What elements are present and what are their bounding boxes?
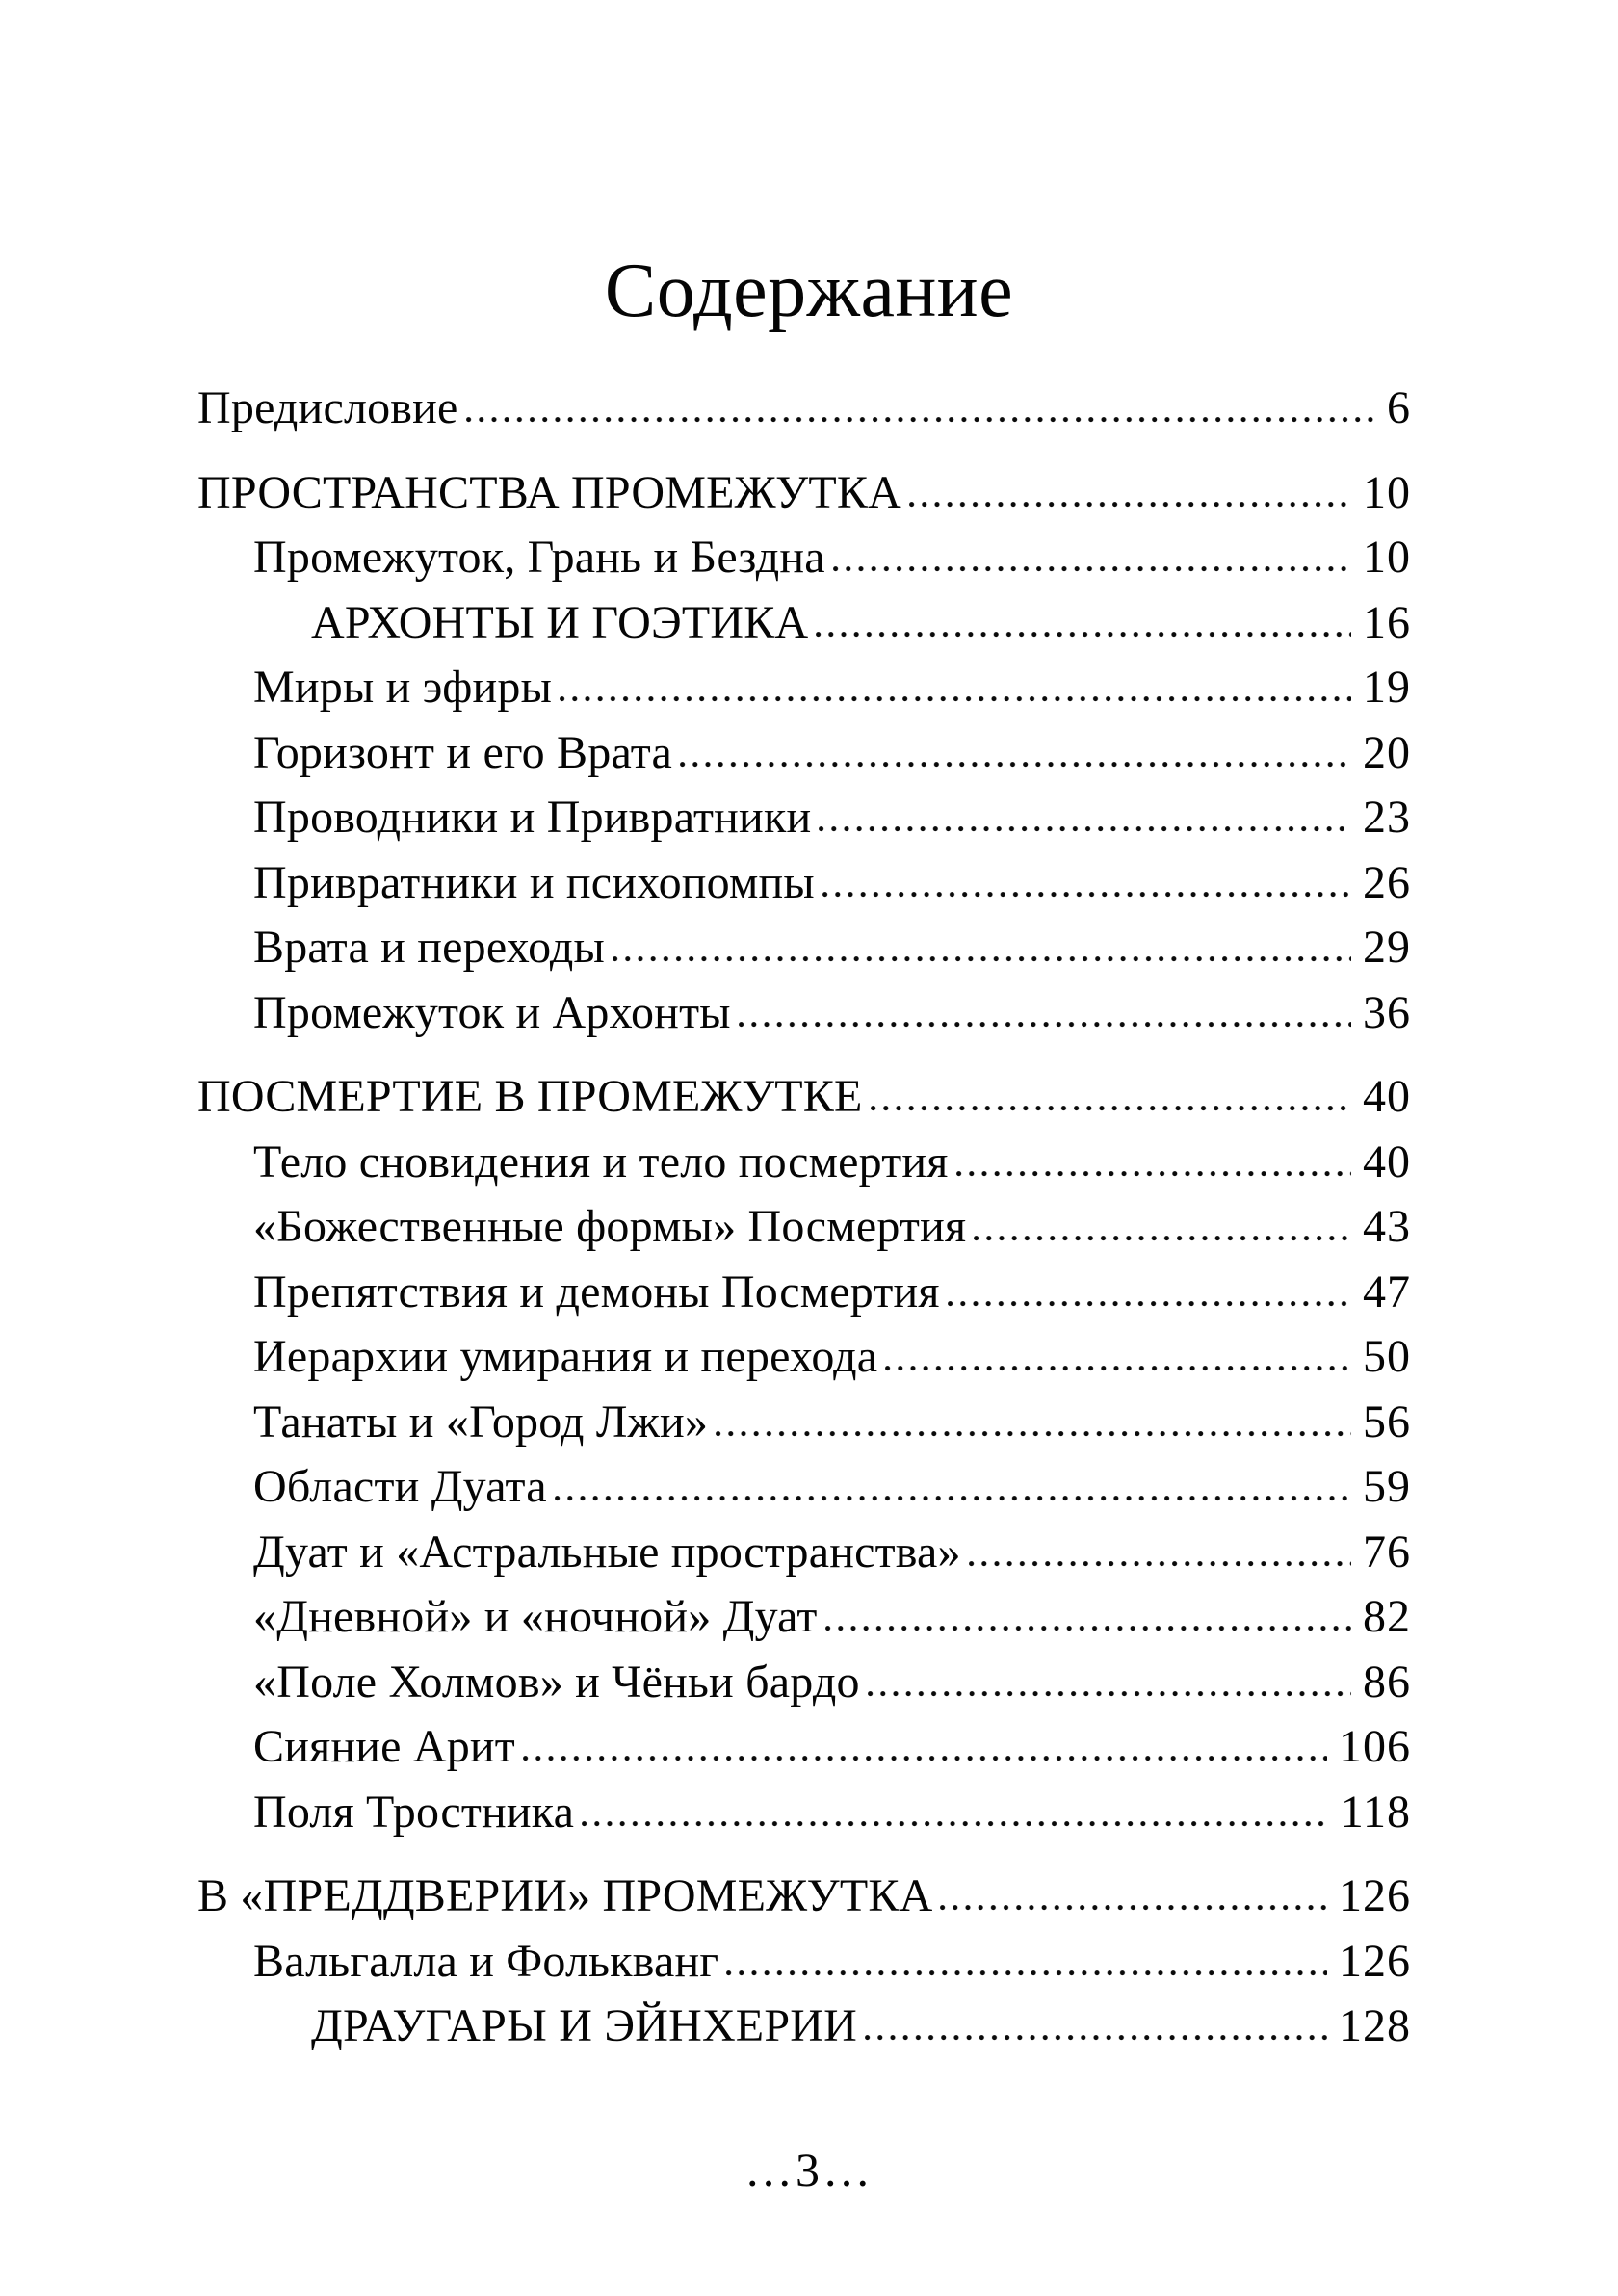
- toc-entry-page: 126: [1339, 1870, 1411, 1921]
- leader-dots: [523, 1756, 1327, 1761]
- toc-entry-page: 59: [1363, 1461, 1411, 1512]
- toc-entry-label: Препятствия и демоны Посмертия: [253, 1265, 940, 1318]
- toc-entry-label: «Божественные формы» Посмертия: [253, 1201, 967, 1252]
- leader-dots: [819, 826, 1351, 832]
- toc-entry: [197, 1454, 1411, 1520]
- toc-entry-label: Иерархии умирания и перехода: [253, 1331, 878, 1382]
- toc-entry: [197, 1780, 1411, 1845]
- toc-entry-page: 20: [1363, 726, 1411, 778]
- toc-entry: [197, 1390, 1411, 1455]
- toc-entry-label: АРХОНТЫ И ГОЭТИКА: [311, 596, 809, 648]
- toc-entry: [197, 1260, 1411, 1325]
- toc-entry-label: Поля Тростника: [253, 1786, 575, 1838]
- toc-entry-page: 19: [1363, 662, 1411, 713]
- leader-dots: [822, 892, 1351, 898]
- toc-entry-label: Промежуток и Архонты: [253, 986, 731, 1038]
- leader-dots: [974, 1236, 1351, 1241]
- toc-entry-label: Вальгалла и Фолькванг: [253, 1935, 719, 1987]
- toc-entry: [197, 980, 1411, 1046]
- leader-dots: [948, 1301, 1351, 1307]
- toc-entry-label: Тело сновидения и тело посмертия: [253, 1135, 949, 1187]
- toc-entry-page: 36: [1363, 986, 1411, 1038]
- leader-dots: [716, 1431, 1351, 1437]
- leader-dots: [613, 956, 1351, 962]
- toc-entry-label: Миры и эфиры: [253, 662, 553, 713]
- leader-dots: [833, 566, 1351, 572]
- toc-entry-page: 128: [1339, 2000, 1411, 2051]
- leader-dots: [871, 1106, 1351, 1111]
- toc-entry-page: 86: [1363, 1656, 1411, 1708]
- leader-dots: [885, 1366, 1351, 1371]
- toc-entry-page: 40: [1363, 1135, 1411, 1187]
- toc-entry: [197, 655, 1411, 720]
- toc-entry: [197, 590, 1411, 656]
- toc-entry: [197, 1650, 1411, 1715]
- toc-entry-page: 40: [1363, 1071, 1411, 1122]
- toc-entry-page: 16: [1363, 596, 1411, 648]
- toc-entry: [197, 1194, 1411, 1260]
- toc-entry-page: 29: [1363, 922, 1411, 973]
- leader-dots: [739, 1022, 1351, 1028]
- toc-entry-label: Проводники и Привратники: [253, 792, 812, 843]
- toc-entry-page: 43: [1363, 1201, 1411, 1252]
- toc-entry-page: 118: [1340, 1786, 1411, 1838]
- toc-entry: [197, 1994, 1411, 2059]
- toc-entry-label: Области Дуата: [253, 1461, 547, 1512]
- toc-entry-label: «Дневной» и «ночной» Дуат: [253, 1591, 818, 1642]
- leader-dots: [865, 2035, 1327, 2041]
- toc-entry-page: 47: [1363, 1265, 1411, 1318]
- toc-entry: [197, 1929, 1411, 1995]
- leader-dots: [560, 696, 1351, 702]
- toc-entry: [197, 1864, 1411, 1929]
- toc-entry-label: ДРАУГАРЫ И ЭЙНХЕРИИ: [311, 2000, 857, 2051]
- leader-dots: [940, 1905, 1327, 1911]
- toc-entry-label: Дуат и «Астральные пространства»: [253, 1526, 961, 1578]
- toc-entry-label: ПОСМЕРТИЕ В ПРОМЕЖУТКЕ: [197, 1071, 863, 1122]
- toc-entry-page: 10: [1363, 466, 1411, 518]
- toc-entry-label: Танаты и «Город Лжи»: [253, 1396, 709, 1448]
- toc-entry-label: Горизонт и его Врата: [253, 726, 672, 778]
- toc-entry: [197, 376, 1411, 441]
- toc-entry-label: «Поле Холмов» и Чёньи бардо: [253, 1656, 860, 1708]
- toc-entry: [197, 460, 1411, 526]
- page-title: Содержание: [604, 248, 1014, 333]
- toc-entry-page: 6: [1387, 382, 1411, 433]
- toc-entry: [197, 1324, 1411, 1390]
- leader-dots: [909, 502, 1351, 508]
- toc-entry: [197, 785, 1411, 850]
- toc-entry-page: 26: [1363, 856, 1411, 908]
- toc-entry: [197, 1584, 1411, 1650]
- leader-dots: [680, 762, 1351, 768]
- toc-entry-page: 126: [1339, 1935, 1411, 1987]
- toc-entry-page: 82: [1363, 1591, 1411, 1642]
- toc-entry-page: 10: [1363, 532, 1411, 583]
- leader-dots: [816, 632, 1351, 638]
- toc-entry: [197, 915, 1411, 980]
- toc-entry-page: 56: [1363, 1396, 1411, 1448]
- toc-entry: [197, 1520, 1411, 1585]
- toc-entry: [197, 850, 1411, 916]
- leader-dots: [868, 1691, 1351, 1697]
- page-number-footer: …3…: [744, 2143, 874, 2197]
- toc-entry: [197, 1714, 1411, 1780]
- toc-entry: [197, 525, 1411, 590]
- toc-entry-page: 106: [1339, 1721, 1411, 1772]
- toc-entry-page: 23: [1363, 792, 1411, 843]
- toc-entry-page: 50: [1363, 1331, 1411, 1382]
- toc-entry-label: Сияние Арит: [253, 1721, 515, 1772]
- toc-entry-page: 76: [1363, 1526, 1411, 1578]
- toc-entry: [197, 1064, 1411, 1130]
- leader-dots: [466, 417, 1375, 423]
- leader-dots: [956, 1171, 1351, 1177]
- toc-entry-label: Промежуток, Грань и Бездна: [253, 532, 825, 583]
- toc-entry-label: Привратники и психопомпы: [253, 856, 815, 908]
- leader-dots: [555, 1496, 1351, 1501]
- toc-entry: [197, 1130, 1411, 1195]
- leader-dots: [969, 1561, 1351, 1567]
- toc-entry-label: Предисловие: [197, 382, 458, 433]
- leader-dots: [726, 1970, 1327, 1976]
- leader-dots: [582, 1821, 1329, 1827]
- toc-list: [197, 376, 1411, 2059]
- toc-entry-label: В «ПРЕДДВЕРИИ» ПРОМЕЖУТКА: [197, 1870, 933, 1921]
- toc-entry-label: ПРОСТРАНСТВА ПРОМЕЖУТКА: [197, 466, 901, 518]
- leader-dots: [825, 1626, 1351, 1631]
- toc-entry-label: Врата и переходы: [253, 922, 605, 973]
- toc-entry: [197, 720, 1411, 786]
